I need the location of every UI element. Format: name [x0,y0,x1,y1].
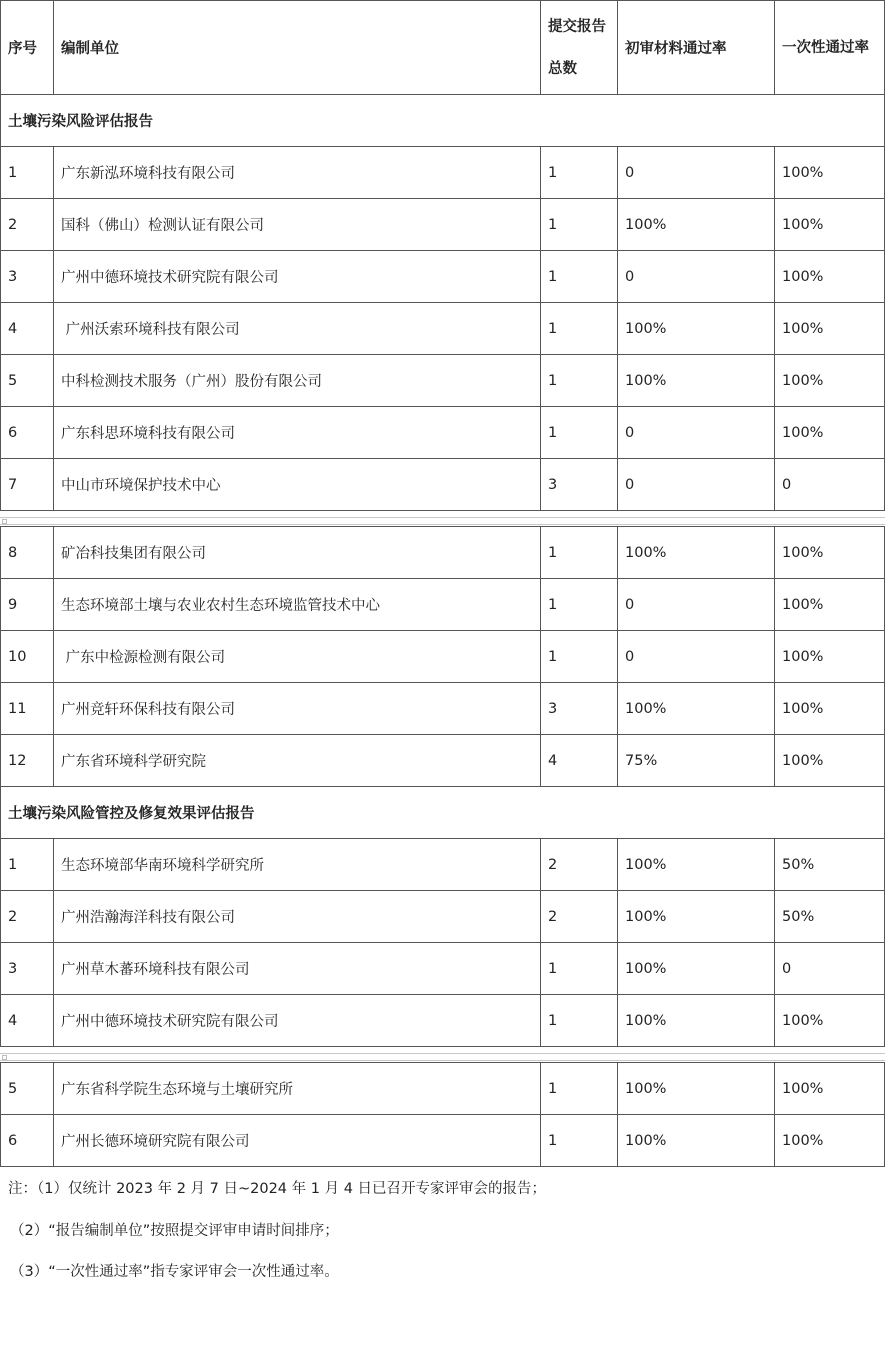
cell-seq: 12 [1,735,54,787]
cell-initial-rate: 0 [618,251,775,303]
cell-seq: 2 [1,891,54,943]
cell-seq: 4 [1,995,54,1047]
cell-unit: 广州草木蕃环境科技有限公司 [54,943,541,995]
table-row [1,407,885,459]
cell-unit: 中山市环境保护技术中心 [54,459,541,511]
cell-unit: 生态环境部华南环境科学研究所 [54,839,541,891]
cell-once-rate: 0 [775,459,885,511]
cell-unit: 广东省科学院生态环境与土壤研究所 [54,1063,541,1115]
cell-total: 1 [541,579,618,631]
cell-initial-rate: 100% [618,355,775,407]
cell-initial-rate: 0 [618,147,775,199]
note-1: 注：（1）仅统计 2023 年 2 月 7 日~2024 年 1 月 4 日已召开专家评审会的报告； [8,1181,547,1197]
cell-total: 2 [541,891,618,943]
cell-seq: 5 [1,355,54,407]
cell-once-rate: 100% [775,579,885,631]
table-row [1,579,885,631]
cell-total: 1 [541,943,618,995]
notes [8,1176,546,1301]
cell-unit: 广州长德环境研究院有限公司 [54,1115,541,1167]
cell-seq: 11 [1,683,54,735]
cell-total: 1 [541,1063,618,1115]
table-row [1,1063,885,1115]
cell-total: 3 [541,459,618,511]
table-row [1,303,885,355]
cell-initial-rate: 0 [618,579,775,631]
section-title: 土壤污染风险评估报告 [1,95,885,147]
cell-once-rate: 100% [775,355,885,407]
table-row [1,995,885,1047]
cell-once-rate: 50% [775,839,885,891]
cell-total: 2 [541,839,618,891]
cell-unit: 广州中德环境技术研究院有限公司 [54,251,541,303]
table-row [1,1115,885,1167]
cell-unit: 矿冶科技集团有限公司 [54,527,541,579]
cell-unit: 生态环境部土壤与农业农村生态环境监管技术中心 [54,579,541,631]
cell-seq: 10 [1,631,54,683]
cell-seq: 1 [1,839,54,891]
section-title-row [1,95,885,147]
cell-seq: 9 [1,579,54,631]
table-body-1 [1,147,885,511]
cell-total: 1 [541,631,618,683]
cell-total: 1 [541,251,618,303]
cell-total: 1 [541,1115,618,1167]
table-part-1 [0,0,885,511]
cell-initial-rate: 100% [618,527,775,579]
header-once-rate: 一次性通过率 [775,1,885,95]
table-row [1,147,885,199]
cell-seq: 1 [1,147,54,199]
cell-seq: 3 [1,251,54,303]
cell-once-rate: 100% [775,1063,885,1115]
cell-initial-rate: 100% [618,303,775,355]
cell-seq: 8 [1,527,54,579]
table-row [1,631,885,683]
table-body-3 [1,1063,885,1167]
table-body-2b [1,839,885,1047]
cell-once-rate: 100% [775,683,885,735]
cell-once-rate: 100% [775,527,885,579]
cell-total: 1 [541,147,618,199]
cell-unit: 国科（佛山）检测认证有限公司 [54,199,541,251]
section-title-row [1,787,885,839]
cell-total: 3 [541,683,618,735]
cell-initial-rate: 100% [618,1063,775,1115]
cell-once-rate: 100% [775,199,885,251]
note-3: （3）“一次性通过率”指专家评审会一次性通过率。 [10,1264,339,1280]
cell-seq: 2 [1,199,54,251]
cell-seq: 4 [1,303,54,355]
cell-once-rate: 100% [775,303,885,355]
cell-once-rate: 50% [775,891,885,943]
table-body-2a [1,527,885,787]
cell-total: 1 [541,355,618,407]
table-part-3 [0,1062,885,1167]
cell-initial-rate: 100% [618,199,775,251]
cell-seq: 3 [1,943,54,995]
cell-once-rate: 100% [775,995,885,1047]
page-break-divider [0,1053,885,1061]
cell-unit: 广州浩瀚海洋科技有限公司 [54,891,541,943]
cell-seq: 7 [1,459,54,511]
cell-initial-rate: 100% [618,891,775,943]
header-initial-rate: 初审材料通过率 [618,1,775,95]
cell-unit: 广州沃索环境科技有限公司 [54,303,541,355]
note-2: （2）“报告编制单位”按照提交评审申请时间排序； [10,1222,339,1239]
page-break-divider [0,517,885,525]
cell-total: 1 [541,527,618,579]
cell-total: 1 [541,995,618,1047]
cell-unit: 中科检测技术服务（广州）股份有限公司 [54,355,541,407]
cell-seq: 5 [1,1063,54,1115]
header-seq: 序号 [1,1,54,95]
cell-initial-rate: 100% [618,683,775,735]
table-row [1,459,885,511]
cell-initial-rate: 75% [618,735,775,787]
table-row [1,735,885,787]
cell-initial-rate: 0 [618,407,775,459]
header-total: 提交报告总数 [541,1,618,95]
cell-unit: 广州中德环境技术研究院有限公司 [54,995,541,1047]
cell-total: 1 [541,199,618,251]
table-part-2 [0,526,885,1047]
header-unit: 编制单位 [54,1,541,95]
cell-once-rate: 0 [775,943,885,995]
cell-unit: 广东新泓环境科技有限公司 [54,147,541,199]
cell-once-rate: 100% [775,147,885,199]
table-row [1,891,885,943]
cell-unit: 广州竞轩环保科技有限公司 [54,683,541,735]
cell-seq: 6 [1,407,54,459]
cell-total: 1 [541,407,618,459]
cell-initial-rate: 100% [618,1115,775,1167]
cell-initial-rate: 100% [618,995,775,1047]
cell-unit: 广东科思环境科技有限公司 [54,407,541,459]
table-row [1,527,885,579]
cell-total: 4 [541,735,618,787]
cell-initial-rate: 0 [618,459,775,511]
cell-once-rate: 100% [775,735,885,787]
cell-once-rate: 100% [775,251,885,303]
table-row [1,683,885,735]
cell-once-rate: 100% [775,631,885,683]
section-title: 土壤污染风险管控及修复效果评估报告 [1,787,885,839]
cell-unit: 广东中检源检测有限公司 [54,631,541,683]
table-row [1,199,885,251]
table-row [1,251,885,303]
cell-total: 1 [541,303,618,355]
cell-seq: 6 [1,1115,54,1167]
cell-unit: 广东省环境科学研究院 [54,735,541,787]
cell-initial-rate: 100% [618,943,775,995]
header-row [1,1,885,95]
table-row [1,839,885,891]
table-row [1,943,885,995]
table-row [1,355,885,407]
cell-once-rate: 100% [775,407,885,459]
cell-initial-rate: 100% [618,839,775,891]
cell-once-rate: 100% [775,1115,885,1167]
cell-initial-rate: 0 [618,631,775,683]
